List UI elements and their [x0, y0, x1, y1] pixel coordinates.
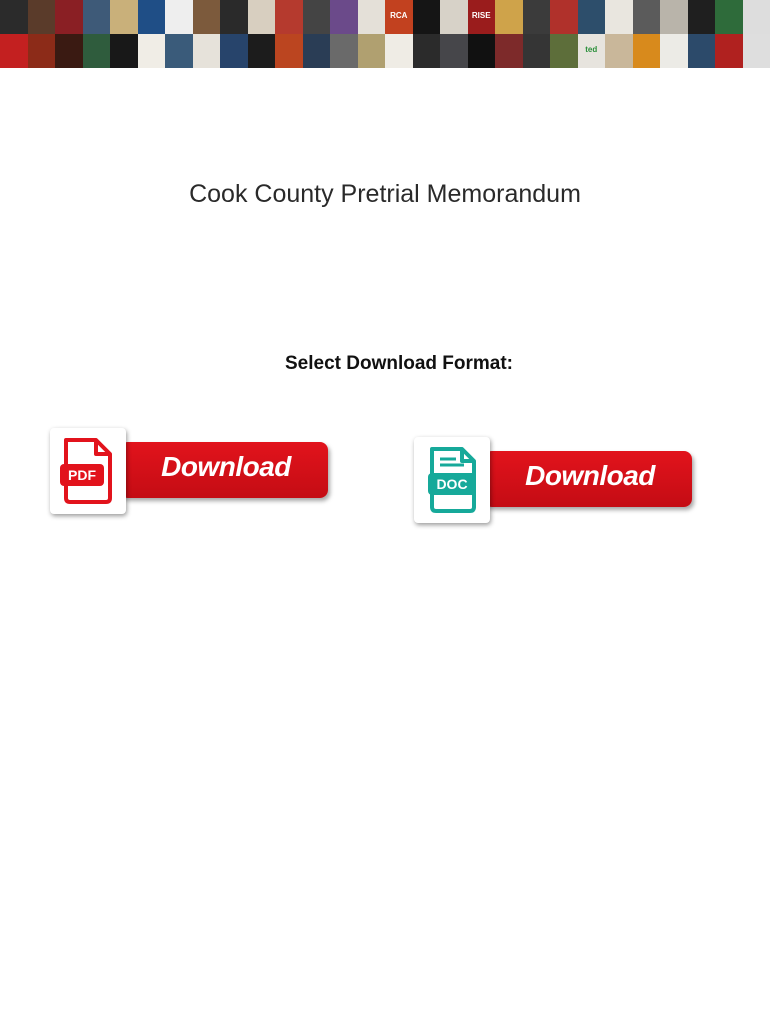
cover-tile — [83, 0, 111, 34]
cover-tile — [468, 0, 496, 34]
cover-tile — [303, 0, 331, 34]
cover-tile — [55, 34, 83, 68]
cover-tile — [385, 0, 413, 34]
pdf-download-button[interactable] — [50, 428, 335, 520]
cover-tile — [468, 34, 496, 68]
select-format-heading: Select Download Format: — [284, 353, 514, 374]
doc-format-label: DOC — [436, 476, 468, 492]
cover-tile — [523, 34, 551, 68]
cover-tile-text: ted — [585, 45, 598, 54]
doc-download-button[interactable] — [414, 437, 699, 529]
cover-tile — [440, 34, 468, 68]
cover-tile — [715, 0, 743, 34]
cover-tile — [495, 34, 523, 68]
cover-tile-text: RISE — [471, 11, 491, 20]
cover-tile — [220, 34, 248, 68]
cover-tile — [660, 0, 688, 34]
doc-file-icon — [424, 445, 480, 515]
cover-tile — [330, 34, 358, 68]
cover-tile — [0, 34, 28, 68]
cover-tile — [138, 0, 166, 34]
cover-tile — [413, 0, 441, 34]
cover-tile — [303, 34, 331, 68]
cover-tile — [165, 34, 193, 68]
cover-tile — [110, 0, 138, 34]
cover-tile — [660, 34, 688, 68]
cover-tile — [248, 34, 276, 68]
cover-tile — [550, 34, 578, 68]
cover-tile — [28, 0, 56, 34]
cover-art-banner — [0, 0, 770, 68]
pdf-download-label: Download — [161, 451, 291, 482]
cover-tile — [495, 0, 523, 34]
cover-tile — [605, 0, 633, 34]
cover-tile — [193, 34, 221, 68]
cover-tile — [55, 0, 83, 34]
pdf-format-label: PDF — [68, 467, 96, 483]
cover-tile — [605, 34, 633, 68]
cover-tile — [358, 0, 386, 34]
doc-download-label: Download — [525, 460, 655, 491]
doc-download-bar[interactable] — [484, 451, 692, 507]
cover-tile — [110, 34, 138, 68]
cover-tile — [275, 34, 303, 68]
cover-tile — [578, 34, 606, 68]
cover-tile — [550, 0, 578, 34]
cover-tile — [193, 0, 221, 34]
cover-tile — [633, 34, 661, 68]
cover-tile — [413, 34, 441, 68]
cover-tile — [248, 0, 276, 34]
cover-tile — [385, 34, 413, 68]
pdf-file-card[interactable] — [50, 428, 126, 514]
cover-tile — [688, 34, 716, 68]
cover-tile — [83, 34, 111, 68]
cover-tile — [330, 0, 358, 34]
cover-tile — [358, 34, 386, 68]
cover-tile — [715, 34, 743, 68]
pdf-file-icon — [60, 436, 116, 506]
cover-tile — [275, 0, 303, 34]
cover-tile — [440, 0, 468, 34]
cover-tile — [220, 0, 248, 34]
cover-tile-text: RCA — [390, 11, 408, 20]
pdf-download-bar[interactable] — [120, 442, 328, 498]
cover-tile — [523, 0, 551, 34]
cover-tile — [165, 0, 193, 34]
cover-tile — [688, 0, 716, 34]
page-title: Cook County Pretrial Memorandum — [189, 180, 581, 208]
cover-tile — [578, 0, 606, 34]
cover-tile — [633, 0, 661, 34]
cover-tile — [743, 34, 770, 68]
cover-tile — [743, 0, 770, 34]
cover-tile — [28, 34, 56, 68]
cover-tile — [0, 0, 28, 34]
cover-tile — [138, 34, 166, 68]
doc-file-card[interactable] — [414, 437, 490, 523]
